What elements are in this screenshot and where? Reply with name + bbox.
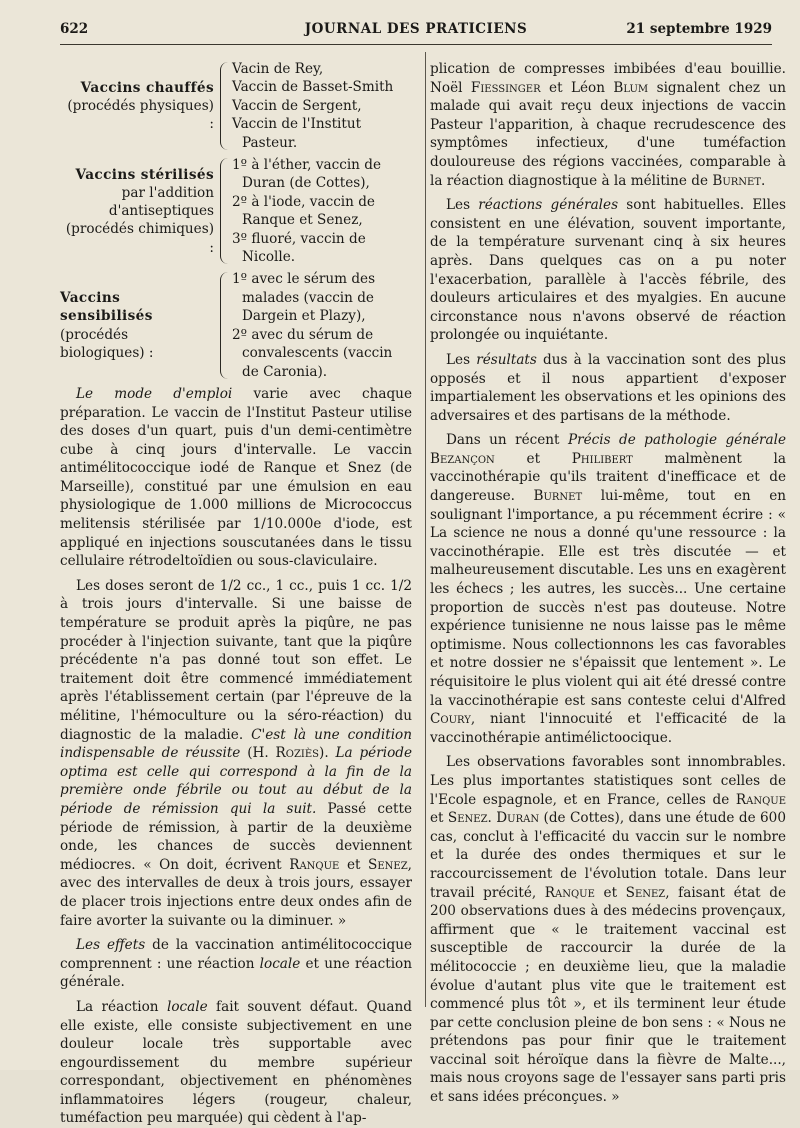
- vaccine-item: 1º à l'éther, vaccin de Duran (de Cottes),: [232, 157, 382, 192]
- paragraph-continuation: [430, 60, 786, 190]
- paragraph-text: (H.: [240, 745, 276, 762]
- vaccine-group-subtitle: (procédés physiques) :: [67, 97, 214, 133]
- italic-phrase: La période optima est celle qui correspond à la fin de la première onde fébrile ou tout au début de la période de rémission qui la suit.: [60, 745, 412, 817]
- vaccine-group-sterilized: [60, 156, 412, 266]
- paragraph-text: , faisant état de 200 observations dues à des médecins provençaux, affirment que « le traitement vaccinal est susceptible de raccourcir la durée de la mélitococcie ; en deuxième lieu, que la maladie évolue d'autant plus vite que le traitement est commencé plus tôt », et ils terminent leur étude par cette conclusion pleine de bon sens : « Nous ne prétendons pas pour finir que le traitement vaccinal soit héroïque dans la fièvre de Malte..., mais nous croyons sage de l'essayer sans parti pris et sans idées préconçues. »: [430, 884, 786, 1106]
- paragraph-text: et: [494, 450, 572, 467]
- paragraph-text: Dans un récent: [446, 432, 568, 449]
- header-rule: [60, 44, 772, 45]
- paragraph-text: (de Cottes), dans une étude de 600 cas, conclut à l'efficacité du vaccin sur le nombre et la durée des ondes thermiques et sur le raccourcissement de l'évolution totale. Dans leur travail précité,: [430, 810, 786, 901]
- paragraph-text: Les observations favorables sont innombrables. Les plus importantes statistiques sont celles de l'Ecole espagnole, et en France, celles de: [430, 754, 786, 808]
- vaccine-item: 2º avec du sérum de convalescents (vaccin de Caronia).: [232, 326, 393, 380]
- author-name: Bezançon: [430, 450, 495, 467]
- vaccine-group-label: [60, 289, 220, 362]
- issue-date: 21 septembre 1929: [626, 21, 772, 37]
- author-name: Senez: [368, 856, 408, 873]
- italic-term: réactions générales: [478, 197, 619, 214]
- author-name: Ranque: [544, 884, 595, 901]
- right-column: [430, 60, 786, 1107]
- author-name: Senez: [625, 884, 666, 901]
- author-name: Burnet: [712, 172, 762, 189]
- vaccine-item: Vaccin de l'Institut Pasteur.: [232, 116, 362, 151]
- paragraph-text: sont habituelles. Elles consistent en une élévation, souvent importante, de la température survenant cinq à six heures après. Dans quelques cas on a pu noter l'exacerbation, parallèle à l'accès fébrile, des douleurs articulaires et des myalgies. En aucune circonstance nous n'avons observé de réaction prolongée ou inquiétante.: [430, 197, 786, 344]
- author-name: Ranque: [289, 856, 340, 873]
- author-name: Coury: [430, 711, 471, 728]
- vaccine-list: [228, 270, 412, 380]
- paragraph-text: et: [594, 884, 626, 901]
- italic-term: Le mode d'emploi: [76, 385, 233, 402]
- vaccine-group-heated: [60, 60, 412, 152]
- paragraph-text: plication de compresses imbibées d'eau bouillie. Noël: [430, 61, 786, 96]
- author-name: Duran: [496, 810, 540, 827]
- italic-term: locale: [166, 998, 208, 1015]
- page-header: [60, 21, 772, 43]
- author-name: Ranque: [735, 791, 786, 808]
- paragraph-text: .: [761, 172, 766, 189]
- paragraph-resultats: [430, 351, 786, 425]
- paragraph-text: fait souvent défaut. Quand elle existe, elle consiste subjectivement en une douleur locale très supportable avec engourdissement du membre supérieur correspondant, objectivement en phénomènes inflammatoires légers (rougeur, chaleur, tuméfaction peu marquée) qui cèdent à l'ap-: [60, 998, 412, 1127]
- paragraph-text: ).: [319, 745, 336, 762]
- brace: [220, 272, 228, 378]
- brace: [220, 158, 228, 264]
- italic-phrase: C'est là une condition indispensable de réussite: [60, 726, 412, 762]
- vaccine-list: [228, 60, 412, 152]
- paragraph-effets: [60, 936, 412, 992]
- vaccine-item: 3º fluoré, vaccin de Nicolle.: [232, 230, 366, 266]
- italic-term: résultats: [476, 351, 537, 368]
- paragraph-text: de la vaccination antimélitococcique comprennent : une réaction: [60, 937, 412, 972]
- vaccine-group-label: [60, 79, 220, 134]
- paragraph-text: Les doses seront de 1/2 cc., 1 cc., puis 1 cc. 1/2 à trois jours d'intervalle. Si une baisse de température se produit après la piqûre, ne pas procéder à l'injection suivante, tant que la piqûre précédente n'a pas donné tout son effet. Le traitement doit être commencé immédiatement après l'établissement certain (par l'épreuve de la mélitine, l'hémoculture ou la séro-réaction) du diagnostic de la maladie.: [60, 577, 412, 743]
- author-name: Fiessinger: [470, 79, 541, 96]
- paragraph-text: et: [430, 810, 448, 827]
- vaccine-group-sensitized: [60, 270, 412, 380]
- paragraph-text: Les: [446, 351, 477, 368]
- author-name: Senez: [447, 810, 488, 827]
- italic-title: Précis de pathologie générale: [567, 432, 786, 449]
- author-name: Blum: [613, 79, 649, 96]
- vaccine-group-label: [60, 166, 220, 257]
- vaccine-item: 2º à l'iode, vaccin de Ranque et Senez,: [232, 193, 375, 229]
- paragraph-doses: [60, 577, 412, 930]
- vaccine-group-title: Vaccins sensibilisés: [60, 290, 153, 325]
- brace: [220, 62, 228, 150]
- author-name: Roziès: [275, 745, 320, 762]
- paragraph-text: , avec des intervalles de deux à trois jours, essayer de placer trois injections entre deux ondes afin de faire avorter la suivante ou la diminuer. »: [60, 856, 412, 929]
- left-column: [60, 60, 412, 1128]
- vaccine-item: Vaccin de Basset-Smith: [232, 79, 394, 96]
- paragraph-text: Les: [446, 197, 479, 214]
- vaccine-group-title: Vaccins chauffés: [80, 79, 214, 96]
- journal-title: JOURNAL DES PRATICIENS: [304, 21, 528, 37]
- vaccine-group-subtitle: (procédés biologiques) :: [60, 326, 154, 361]
- italic-term: Les effets: [76, 937, 146, 954]
- paragraph-observations: [430, 753, 786, 1106]
- paragraph-reaction-locale: [60, 998, 412, 1128]
- vaccine-item: 1º avec le sérum des malades (vaccin de Dargein et Plazy),: [232, 271, 376, 325]
- column-divider: [425, 52, 426, 1007]
- paragraph-text: varie avec chaque préparation. Le vaccin de l'Institut Pasteur utilise des doses d'un quart, puis d'un demi-centimètre cube à cinq jours d'intervalle. Le vaccin antimélitococcique iodé de Ranque et Snez (de Marseille), constitué par une émulsion en eau physiologique de 1.000 millions de Micrococcus melitensis stérilisée par 1/10.000e d'iode, est appliqué en injections souscutanées dans le tissu cellulaire rétrodeltoïdien ou sous-claviculaire.: [60, 385, 412, 570]
- paragraph-reactions-generales: [430, 196, 786, 345]
- author-name: Philibert: [571, 450, 633, 467]
- italic-term: locale: [259, 955, 301, 972]
- paragraph-text: Passé cette période de rémission, à partir de la deuxième onde, les chances de succès deviennent médiocres. « On doit, écrivent: [60, 800, 412, 873]
- vaccine-item: Vaccin de Sergent,: [232, 97, 362, 114]
- paragraph-text: et Léon: [540, 79, 614, 96]
- vaccine-item: Vacin de Rey,: [232, 61, 324, 77]
- paragraph-text: et: [339, 856, 369, 873]
- author-name: Burnet: [533, 488, 583, 505]
- paragraph-mode-emploi: [60, 385, 412, 571]
- paragraph-text: dus à la vaccination sont des plus opposés et il nous appartient d'exposer impartialement les observations et les opinions des adversaires et des partisans de la méthode.: [430, 351, 786, 424]
- vaccine-list: [228, 156, 412, 266]
- paragraph-text: et une réaction générale.: [60, 955, 412, 991]
- paragraph-text: , niant l'innocuité et l'efficacité de la vaccinothérapie antimélictoocique.: [430, 711, 786, 746]
- paragraph-precis: [430, 431, 786, 747]
- paragraph-text: malmènent la vaccinothérapie qu'ils traitent d'inefficace et de dangereuse.: [430, 450, 787, 505]
- paragraph-text: signalent chez un malade qui avait reçu deux injections de vaccin Pasteur l'apparition, à chaque recrudescence des symptômes infectieux, d'une tuméfaction douloureuse des régions vaccinées, comparable à la réaction diagnostique à la mélitine de: [430, 79, 787, 189]
- paragraph-text: lui-même, tout en en soulignant l'importance, a pu récemment écrire : « La science ne nous a donné qu'une ressource : la vaccinothérapie. Elle est très discutée — et malheureusement discutable. Les uns en exagèrent les échecs ; les autres, les succès... Une certaine proportion de succès n'est pas douteuse. Notre expérience tunisienne ne nous laisse pas le même optimisme. Nous collectionnons les cas favorables et notre dossier ne s'épaissit que lentement ». Le réquisitoire le plus violent qui ait été dressé contre la vaccinothérapie est sans conteste celui d'Alfred: [430, 488, 787, 709]
- vaccine-group-title: Vaccins stérilisés: [75, 166, 214, 183]
- vaccine-group-subtitle: par l'addition d'antiseptiques (procédés chimiques) :: [65, 184, 214, 256]
- paragraph-text: .: [487, 810, 497, 827]
- page-number: 622: [60, 21, 89, 37]
- paragraph-text: La réaction: [76, 998, 167, 1015]
